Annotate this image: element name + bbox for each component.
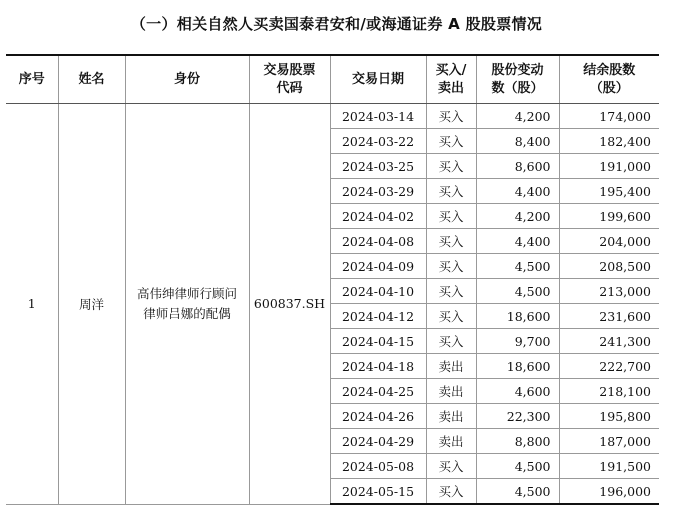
cell-trade-date: 2024-04-29 — [330, 429, 426, 454]
header-direction: 买入/ 卖出 — [426, 55, 476, 104]
cell-direction: 买入 — [426, 329, 476, 354]
cell-balance: 222,700 — [559, 354, 659, 379]
cell-balance: 187,000 — [559, 429, 659, 454]
cell-trade-date: 2024-04-10 — [330, 279, 426, 304]
cell-direction: 买入 — [426, 129, 476, 154]
table-row — [6, 104, 659, 129]
cell-trade-date: 2024-04-09 — [330, 254, 426, 279]
cell-direction: 卖出 — [426, 429, 476, 454]
cell-trade-date: 2024-03-14 — [330, 104, 426, 129]
cell-balance: 174,000 — [559, 104, 659, 129]
cell-trade-date: 2024-03-22 — [330, 129, 426, 154]
cell-share-change: 4,500 — [476, 479, 559, 505]
cell-trade-date: 2024-04-15 — [330, 329, 426, 354]
cell-seq: 1 — [6, 104, 58, 505]
header-balance: 结余股数 （股） — [559, 55, 659, 104]
header-share-change: 股份变动 数（股） — [476, 55, 559, 104]
cell-share-change: 4,600 — [476, 379, 559, 404]
cell-identity: 高伟绅律师行顾问律师吕娜的配偶 — [125, 104, 249, 505]
cell-direction: 卖出 — [426, 379, 476, 404]
cell-trade-date: 2024-05-15 — [330, 479, 426, 505]
trades-table-container — [6, 54, 659, 505]
header-stock-code: 交易股票 代码 — [249, 55, 330, 104]
table-body — [6, 104, 659, 505]
header-trade-date: 交易日期 — [330, 55, 426, 104]
cell-direction: 买入 — [426, 154, 476, 179]
cell-balance: 204,000 — [559, 229, 659, 254]
cell-direction: 卖出 — [426, 354, 476, 379]
cell-balance: 195,800 — [559, 404, 659, 429]
cell-stock-code: 600837.SH — [249, 104, 330, 505]
trades-table — [6, 54, 659, 505]
table-header-row — [6, 55, 659, 104]
cell-trade-date: 2024-03-25 — [330, 154, 426, 179]
cell-direction: 买入 — [426, 229, 476, 254]
cell-balance: 208,500 — [559, 254, 659, 279]
cell-trade-date: 2024-03-29 — [330, 179, 426, 204]
header-identity: 身份 — [125, 55, 249, 104]
cell-share-change: 18,600 — [476, 304, 559, 329]
cell-direction: 买入 — [426, 304, 476, 329]
cell-share-change: 8,400 — [476, 129, 559, 154]
cell-balance: 213,000 — [559, 279, 659, 304]
header-seq: 序号 — [6, 55, 58, 104]
cell-balance: 196,000 — [559, 479, 659, 505]
cell-trade-date: 2024-05-08 — [330, 454, 426, 479]
cell-share-change: 22,300 — [476, 404, 559, 429]
cell-direction: 买入 — [426, 279, 476, 304]
section-title: （一）相关自然人买卖国泰君安和/或海通证券 A 股股票情况 — [130, 14, 543, 33]
cell-share-change: 4,400 — [476, 229, 559, 254]
cell-direction: 买入 — [426, 204, 476, 229]
cell-balance: 182,400 — [559, 129, 659, 154]
cell-share-change: 4,500 — [476, 279, 559, 304]
cell-share-change: 8,800 — [476, 429, 559, 454]
cell-share-change: 4,200 — [476, 104, 559, 129]
header-name: 姓名 — [58, 55, 125, 104]
cell-name: 周洋 — [58, 104, 125, 505]
cell-share-change: 4,400 — [476, 179, 559, 204]
cell-trade-date: 2024-04-12 — [330, 304, 426, 329]
cell-trade-date: 2024-04-02 — [330, 204, 426, 229]
cell-balance: 191,000 — [559, 154, 659, 179]
cell-share-change: 9,700 — [476, 329, 559, 354]
cell-direction: 卖出 — [426, 404, 476, 429]
cell-balance: 195,400 — [559, 179, 659, 204]
cell-balance: 199,600 — [559, 204, 659, 229]
cell-share-change: 4,200 — [476, 204, 559, 229]
cell-balance: 231,600 — [559, 304, 659, 329]
cell-balance: 241,300 — [559, 329, 659, 354]
cell-share-change: 4,500 — [476, 254, 559, 279]
cell-direction: 买入 — [426, 179, 476, 204]
cell-share-change: 18,600 — [476, 354, 559, 379]
cell-trade-date: 2024-04-18 — [330, 354, 426, 379]
cell-trade-date: 2024-04-25 — [330, 379, 426, 404]
cell-direction: 买入 — [426, 454, 476, 479]
cell-balance: 218,100 — [559, 379, 659, 404]
cell-trade-date: 2024-04-26 — [330, 404, 426, 429]
cell-share-change: 8,600 — [476, 154, 559, 179]
cell-direction: 买入 — [426, 479, 476, 505]
cell-balance: 191,500 — [559, 454, 659, 479]
cell-direction: 买入 — [426, 104, 476, 129]
cell-direction: 买入 — [426, 254, 476, 279]
cell-trade-date: 2024-04-08 — [330, 229, 426, 254]
cell-share-change: 4,500 — [476, 454, 559, 479]
